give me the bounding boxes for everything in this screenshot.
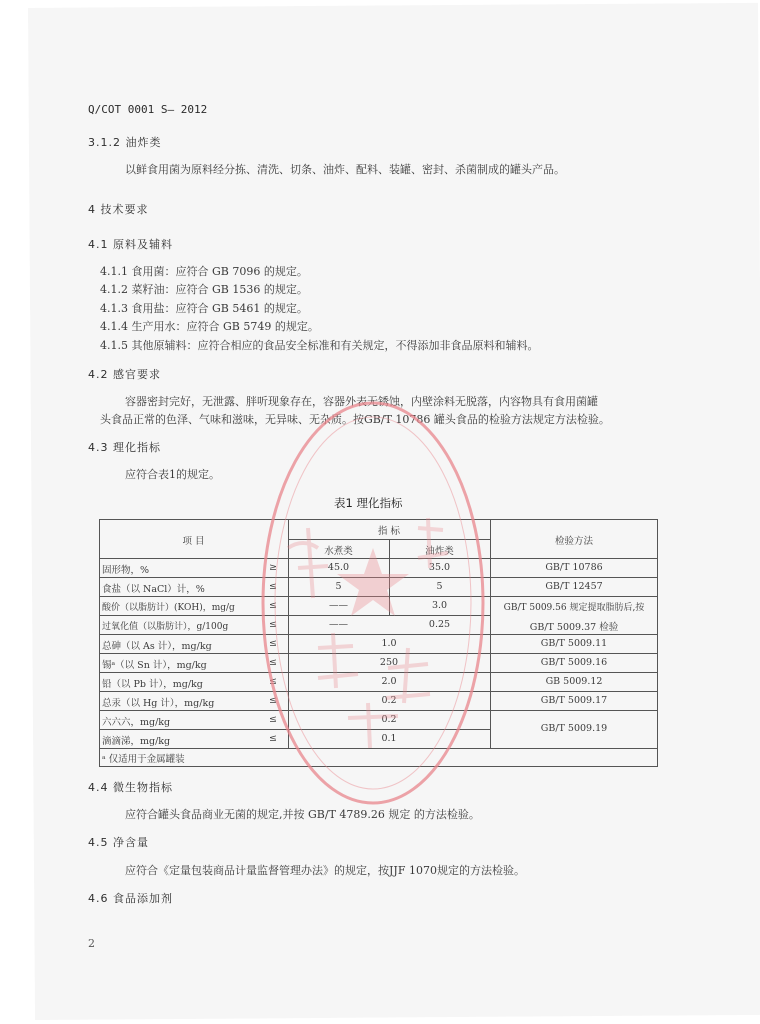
table-rule — [99, 519, 100, 766]
table-rule — [99, 596, 658, 597]
section-4-4-heading: 4.4 微生物指标 — [88, 781, 173, 794]
table-rule — [99, 710, 658, 711]
section-4-3-text: 应符合表1的规定。 — [125, 468, 220, 481]
row-merged-value: 0.2 — [381, 695, 397, 706]
page-number: 2 — [88, 937, 95, 950]
row-operator: ≤ — [269, 581, 277, 592]
row-water-value: 45.0 — [327, 562, 350, 573]
table-rule — [99, 577, 658, 578]
row-item: 总砷（以 As 计），mg/kg — [102, 641, 212, 652]
row-merged-value: 0.2 — [381, 714, 397, 725]
row-water-value: 5 — [335, 581, 342, 592]
row-water-value: —— — [329, 619, 348, 630]
row-operator: ≤ — [269, 695, 277, 706]
row-method: GB/T 5009.56 规定提取脂肪后,按 — [503, 603, 645, 613]
shared-method: GB/T 5009.19 — [540, 723, 608, 734]
row-item: 总汞（以 Hg 计），mg/kg — [102, 698, 215, 709]
row-method: GB/T 12457 — [545, 581, 603, 592]
header-water-boiled: 水煮类 — [324, 546, 353, 557]
row-method: GB/T 10786 — [545, 562, 603, 573]
row-item: 食盐（以 NaCl）计，% — [102, 584, 205, 595]
section-4-5-heading: 4.5 净含量 — [88, 836, 149, 849]
row-item: 固形物，% — [102, 565, 150, 576]
row-operator: ≤ — [269, 619, 277, 630]
section-4-1-heading: 4.1 原料及辅料 — [88, 238, 173, 251]
row-merged-value: 250 — [379, 657, 399, 668]
section-4-6-heading: 4.6 食品添加剂 — [88, 892, 173, 905]
section-4-2-line2: 头食品正常的色泽、气味和滋味，无异味、无杂质。按GB/T 10786 罐头食品的检验方法规定方法检验。 — [100, 413, 610, 426]
table-caption: 表1 理化指标 — [334, 496, 403, 510]
row-merged-value: 1.0 — [381, 638, 397, 649]
row-item: 酸价（以脂肪计）(KOH)，mg/g — [102, 603, 235, 613]
document-id: Q/COT 0001 S— 2012 — [88, 103, 208, 116]
section-4-2-heading: 4.2 感官要求 — [88, 368, 161, 381]
table-rule — [99, 519, 658, 520]
row-operator: ≤ — [269, 714, 277, 725]
row-operator: ≤ — [269, 657, 277, 668]
section-4-1-1: 4.1.1 食用菌：应符合 GB 7096 的规定。 — [100, 265, 308, 278]
row-method: GB/T 5009.17 — [540, 695, 608, 706]
table-rule — [99, 653, 658, 654]
section-4-3-heading: 4.3 理化指标 — [88, 441, 161, 454]
table-footnote: ᵃ 仅适用于金属罐装 — [102, 754, 185, 765]
table-rule — [99, 729, 490, 730]
table-rule — [99, 691, 658, 692]
table-rule — [99, 558, 658, 559]
row-operator: ≤ — [269, 676, 277, 687]
row-merged-value: 0.1 — [381, 733, 397, 744]
row-method: GB 5009.12 — [545, 676, 603, 687]
header-indicator: 指 标 — [377, 526, 401, 537]
table-rule — [99, 748, 658, 749]
table-rule — [99, 672, 658, 673]
section-4-1-5: 4.1.5 其他原辅料：应符合相应的食品安全标准和有关规定，不得添加非食品原料和辅料。 — [100, 339, 539, 352]
row-operator: ≤ — [269, 733, 277, 744]
table-rule — [99, 615, 490, 616]
row-item: 六六六，mg/kg — [102, 717, 171, 728]
row-method: GB/T 5009.11 — [540, 638, 608, 649]
row-water-value: —— — [329, 600, 348, 611]
header-item: 项 目 — [182, 536, 205, 547]
section-4-1-4: 4.1.4 生产用水：应符合 GB 5749 的规定。 — [100, 320, 319, 333]
section-4-1-3: 4.1.3 食用盐：应符合 GB 5461 的规定。 — [100, 302, 308, 315]
row-method: GB/T 5009.16 — [540, 657, 608, 668]
row-fried-value: 5 — [436, 581, 443, 592]
physicochemical-table — [99, 519, 658, 766]
row-operator: ≥ — [269, 562, 277, 573]
row-operator: ≤ — [269, 600, 277, 611]
table-rule — [490, 519, 491, 748]
section-3-1-2-text: 以鲜食用菌为原料经分拣、清洗、切条、油炸、配料、装罐、密封、杀菌制成的罐头产品。 — [125, 163, 565, 176]
table-rule — [99, 634, 658, 635]
header-fried: 油炸类 — [425, 546, 454, 557]
row-item: 滴滴涕，mg/kg — [102, 736, 171, 747]
row-fried-value: 3.0 — [431, 600, 448, 611]
row-item: 锡ᵃ（以 Sn 计），mg/kg — [102, 660, 207, 671]
section-4-5-text: 应符合《定量包装商品计量监督管理办法》的规定，按JJF 1070规定的方法检验。 — [125, 864, 525, 877]
row-operator: ≤ — [269, 638, 277, 649]
row-item: 过氧化值（以脂肪计），g/100g — [102, 622, 229, 632]
section-4-heading: 4 技术要求 — [88, 203, 149, 216]
row-merged-value: 2.0 — [381, 676, 397, 687]
section-4-4-text: 应符合罐头食品商业无菌的规定,并按 GB/T 4789.26 规定 的方法检验。 — [125, 808, 480, 821]
row-item: 铅（以 Pb 计），mg/kg — [102, 679, 203, 690]
section-3-1-2-heading: 3.1.2 油炸类 — [88, 136, 162, 149]
row-fried-value: 0.25 — [428, 619, 451, 630]
section-4-2-line1: 容器密封完好，无泄露、胖听现象存在，容器外表无锈蚀，内壁涂料无脱落，内容物具有食用菌罐 — [125, 395, 598, 408]
row-method: GB/T 5009.37 检验 — [529, 622, 619, 633]
table-rule — [99, 766, 658, 767]
header-method: 检验方法 — [554, 536, 593, 547]
row-fried-value: 35.0 — [428, 562, 451, 573]
section-4-1-2: 4.1.2 菜籽油：应符合 GB 1536 的规定。 — [100, 283, 308, 296]
